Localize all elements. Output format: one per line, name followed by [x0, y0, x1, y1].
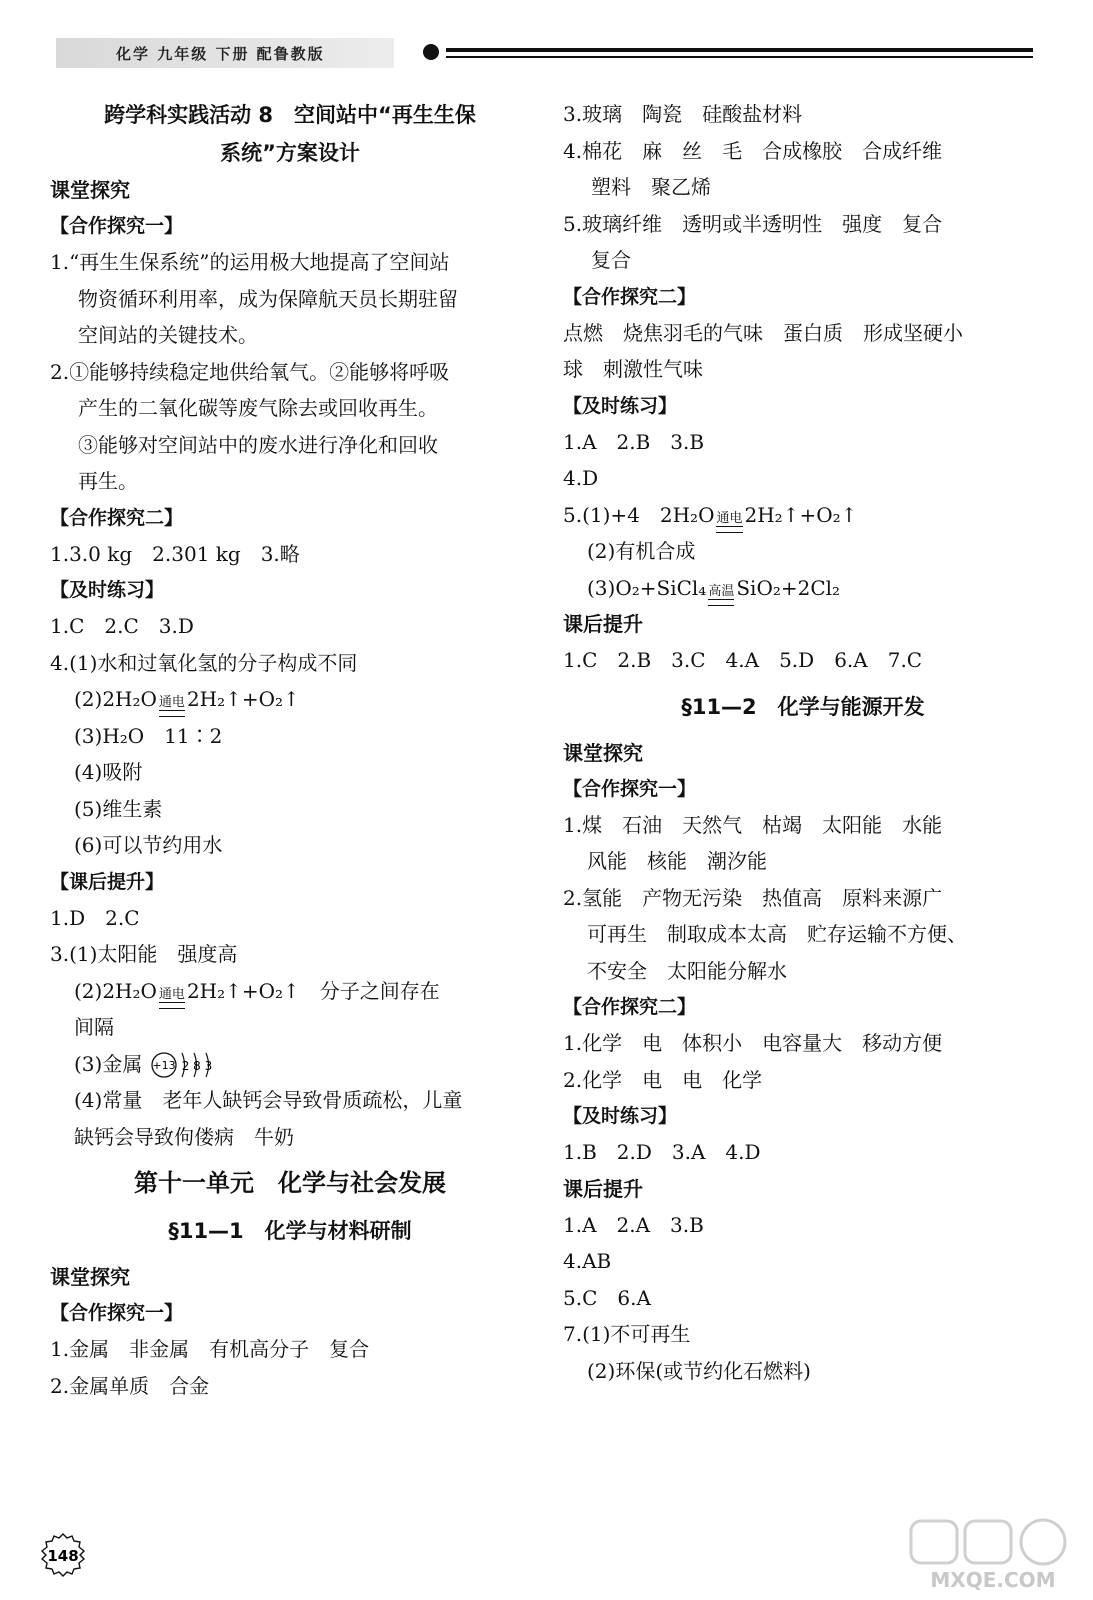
answer-line: (4)常量 老年人缺钙会导致骨质疏松，儿童	[74, 1088, 463, 1112]
equation-line: (2)2H₂O 通电 2H₂↑+O₂↑ 分子之间存在	[50, 973, 530, 1010]
answer-line: (2)环保(或节约化石燃料)	[587, 1358, 811, 1383]
page-number-badge	[40, 1532, 86, 1578]
answer-line: 1.3.0 kg 2.301 kg 3.略	[50, 541, 300, 566]
answer-line: 4.D	[563, 466, 599, 490]
header-book-info	[56, 38, 394, 68]
bracket-heading: 【及时练习】	[50, 579, 165, 601]
answer-line: 球 刺激性气味	[563, 357, 703, 381]
section-heading: 课堂探究	[563, 740, 643, 765]
answer-line: 产生的二氧化碳等废气除去或回收再生。	[78, 396, 438, 420]
answer-line: 点燃 烧焦羽毛的气味 蛋白质 形成坚硬小	[563, 320, 963, 345]
answer-line: 再生。	[78, 469, 138, 493]
bracket-heading: 【及时练习】	[563, 394, 678, 417]
watermark-text: MXQE.COM	[930, 1568, 1056, 1592]
answer-line: 2.化学 电 电 化学	[563, 1067, 763, 1092]
answer-line: 7.(1)不可再生	[563, 1322, 691, 1346]
answer-line: ③能够对空间站中的废水进行净化和回收	[78, 432, 438, 457]
bracket-heading: 【合作探究二】	[563, 285, 697, 308]
answer-line: (3)H₂O 11∶2	[74, 723, 223, 748]
reaction-condition: 高温	[706, 585, 736, 606]
equation-line: 5.(1)+4 2H₂O 通电 2H₂↑+O₂↑	[563, 497, 1043, 534]
header-book-label: 化学 九年级 下册 配鲁教版	[116, 44, 325, 63]
equation-line: (2)2H₂O 通电 2H₂↑+O₂↑	[50, 681, 530, 718]
atom-structure-diagram	[149, 1048, 229, 1082]
unit-title: 第十一单元 化学与社会发展	[134, 1169, 446, 1197]
answer-line: (4)吸附	[74, 760, 143, 784]
answer-line: 1.C 2.B 3.C 4.A 5.D 6.A 7.C	[563, 648, 923, 672]
bracket-heading: 【合作探究一】	[50, 1302, 184, 1324]
section-heading: 课堂探究	[50, 178, 130, 202]
answer-line: 缺钙会导致佝偻病 牛奶	[74, 1124, 294, 1149]
atom-nucleus: +13	[152, 1059, 176, 1072]
activity-title-line2: 系统”方案设计	[220, 141, 360, 165]
answer-line: 1.煤 石油 天然气 枯竭 太阳能 水能	[563, 812, 943, 837]
header-rule-thick	[446, 48, 1033, 52]
atom-shells: 2 8 3	[181, 1059, 212, 1073]
answer-line: 5.C 6.A	[563, 1285, 651, 1310]
answer-line: 1.“再生生保系统”的运用极大地提高了空间站	[50, 250, 450, 274]
answer-line: 1.D 2.C	[50, 905, 140, 930]
answer-line: 2.①能够持续稳定地供给氧气。②能够将呼吸	[50, 359, 450, 384]
answer-line: (6)可以节约用水	[74, 833, 223, 857]
answer-line: (5)维生素	[74, 796, 163, 821]
header-rule-thin	[446, 56, 1033, 58]
answer-line: 4.AB	[563, 1249, 612, 1273]
answer-line: 3.(1)太阳能 强度高	[50, 942, 238, 966]
bracket-heading: 【合作探究二】	[563, 996, 697, 1018]
left-column	[50, 96, 530, 1404]
page-number: 148	[47, 1547, 79, 1565]
answer-line: 4.(1)水和过氧化氢的分子构成不同	[50, 650, 358, 675]
bracket-heading: 【合作探究一】	[50, 215, 184, 237]
answer-line: (2)有机合成	[587, 539, 696, 563]
answer-line: 物资循环利用率，成为保障航天员长期驻留	[78, 286, 458, 311]
reaction-condition: 通电	[157, 988, 187, 1009]
bracket-heading: 【合作探究一】	[563, 777, 697, 800]
atom-structure-line: (3)金属 +13 2 8 3	[50, 1046, 530, 1083]
atom-diagram-icon	[149, 1048, 229, 1082]
answer-line: 不安全 太阳能分解水	[587, 958, 787, 983]
answer-line: 风能 核能 潮汐能	[587, 849, 767, 873]
answer-line: 可再生 制取成本太高 贮存运输不方便、	[587, 922, 967, 946]
answer-line: 1.B 2.D 3.A 4.D	[563, 1140, 761, 1164]
subsection-title: §11—2 化学与能源开发	[681, 694, 925, 719]
equation-line: (3)O₂+SiCl₄ 高温 SiO₂+2Cl₂	[563, 570, 1043, 607]
answer-line: 4.棉花 麻 丝 毛 合成橡胶 合成纤维	[563, 138, 943, 163]
bracket-heading: 【合作探究二】	[50, 506, 184, 529]
activity-title-line1: 跨学科实践活动 8 空间站中“再生生保	[104, 103, 476, 127]
header-dot	[423, 44, 439, 60]
bracket-heading: 【课后提升】	[50, 870, 165, 893]
right-column	[563, 96, 1043, 1389]
answer-line: 间隔	[74, 1015, 114, 1039]
answer-line: 2.金属单质 合金	[50, 1373, 210, 1398]
answer-line: 1.C 2.C 3.D	[50, 614, 194, 638]
watermark-icon	[911, 1521, 957, 1563]
watermark-logo	[905, 1515, 1080, 1595]
answer-line: 1.化学 电 体积小 电容量大 移动方便	[563, 1031, 943, 1055]
answer-line: 1.金属 非金属 有机高分子 复合	[50, 1337, 370, 1361]
reaction-condition: 通电	[157, 696, 187, 717]
answer-line: 2.氢能 产物无污染 热值高 原料来源广	[563, 885, 943, 910]
answer-line: 5.玻璃纤维 透明或半透明性 强度 复合	[563, 211, 943, 236]
section-heading: 课后提升	[563, 1176, 643, 1201]
answer-line: 塑料 聚乙烯	[591, 175, 711, 199]
section-heading: 课后提升	[563, 612, 643, 636]
reaction-condition: 通电	[714, 512, 744, 533]
answer-line: 1.A 2.B 3.B	[563, 429, 705, 454]
answer-line: 空间站的关键技术。	[78, 323, 258, 347]
answer-line: 3.玻璃 陶瓷 硅酸盐材料	[563, 102, 803, 126]
answer-line: 1.A 2.A 3.B	[563, 1212, 704, 1237]
bracket-heading: 【及时练习】	[563, 1105, 678, 1127]
section-heading: 课堂探究	[50, 1265, 130, 1289]
subsection-title: §11—1 化学与材料研制	[168, 1219, 412, 1243]
answer-line: 复合	[591, 248, 631, 272]
